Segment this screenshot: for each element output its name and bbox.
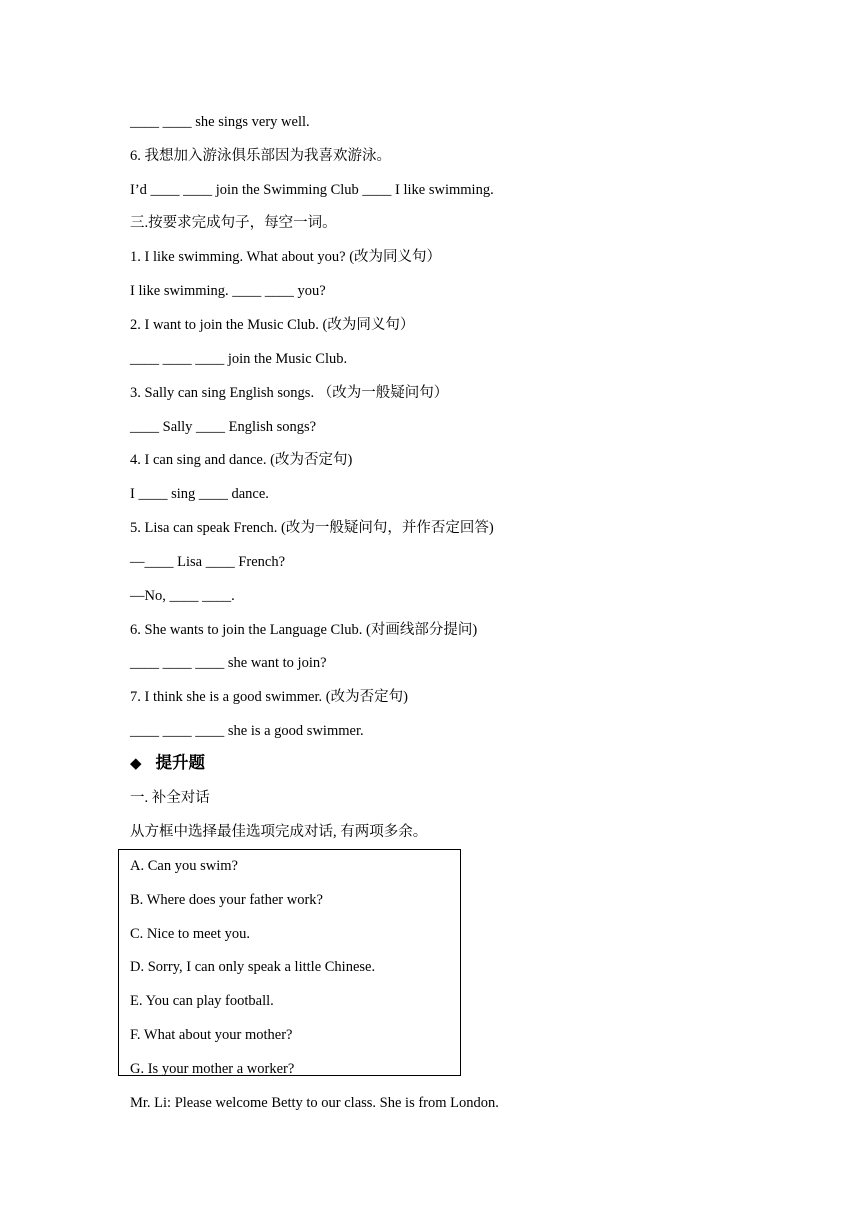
exercise-line: I ____ sing ____ dance. — [130, 486, 269, 502]
option-item: C. Nice to meet you. — [130, 926, 251, 942]
exercise-line: 1. I like swimming. What about you? (改为同义句） — [130, 249, 442, 265]
exercise-line: 7. I think she is a good swimmer. (改为否定句) — [130, 689, 408, 705]
exercise-line: 6. She wants to join the Language Club. (对画线部分提问) — [130, 622, 478, 638]
instruction-text: 从方框中选择最佳选项完成对话, 有两项多余。 — [130, 824, 428, 840]
exercise-line: —____ Lisa ____ French? — [130, 554, 286, 570]
dialogue-line: Mr. Li: Please welcome Betty to our class. She is from London. — [130, 1095, 499, 1111]
exercise-line: 5. Lisa can speak French. (改为一般疑问句，并作否定回答) — [130, 520, 494, 536]
option-item: F. What about your mother? — [130, 1027, 293, 1043]
exercise-line: I like swimming. ____ ____ you? — [130, 283, 326, 299]
option-item: E. You can play football. — [130, 993, 274, 1009]
diamond-bullet-icon: ◆ — [130, 754, 142, 772]
exercise-line: ____ ____ ____ join the Music Club. — [130, 351, 348, 367]
exercise-line: ____ ____ she sings very well. — [130, 114, 310, 130]
exercise-line: 6. 我想加入游泳俱乐部因为我喜欢游泳。 — [130, 148, 391, 164]
section-part-title: 一. 补全对话 — [130, 790, 210, 806]
option-item: D. Sorry, I can only speak a little Chinese. — [130, 959, 376, 975]
exercise-line: I’d ____ ____ join the Swimming Club ____ I like swimming. — [130, 182, 494, 198]
exercise-line: —No, ____ ____. — [130, 588, 235, 604]
exercise-line: ____ ____ ____ she want to join? — [130, 655, 327, 671]
option-item: A. Can you swim? — [130, 858, 238, 874]
section-heading — [130, 753, 205, 773]
exercise-line: 3. Sally can sing English songs. （改为一般疑问句） — [130, 385, 449, 401]
exercise-line: 4. I can sing and dance. (改为否定句) — [130, 452, 353, 468]
exercise-line: ____ ____ ____ she is a good swimmer. — [130, 723, 364, 739]
section-title: 三.按要求完成句子，每空一词。 — [130, 215, 337, 231]
option-item: B. Where does your father work? — [130, 892, 323, 908]
section-heading-title: 提升题 — [155, 753, 206, 772]
exercise-line: 2. I want to join the Music Club. (改为同义句） — [130, 317, 415, 333]
option-item: G. Is your mother a worker? — [130, 1061, 295, 1077]
exercise-line: ____ Sally ____ English songs? — [130, 419, 317, 435]
